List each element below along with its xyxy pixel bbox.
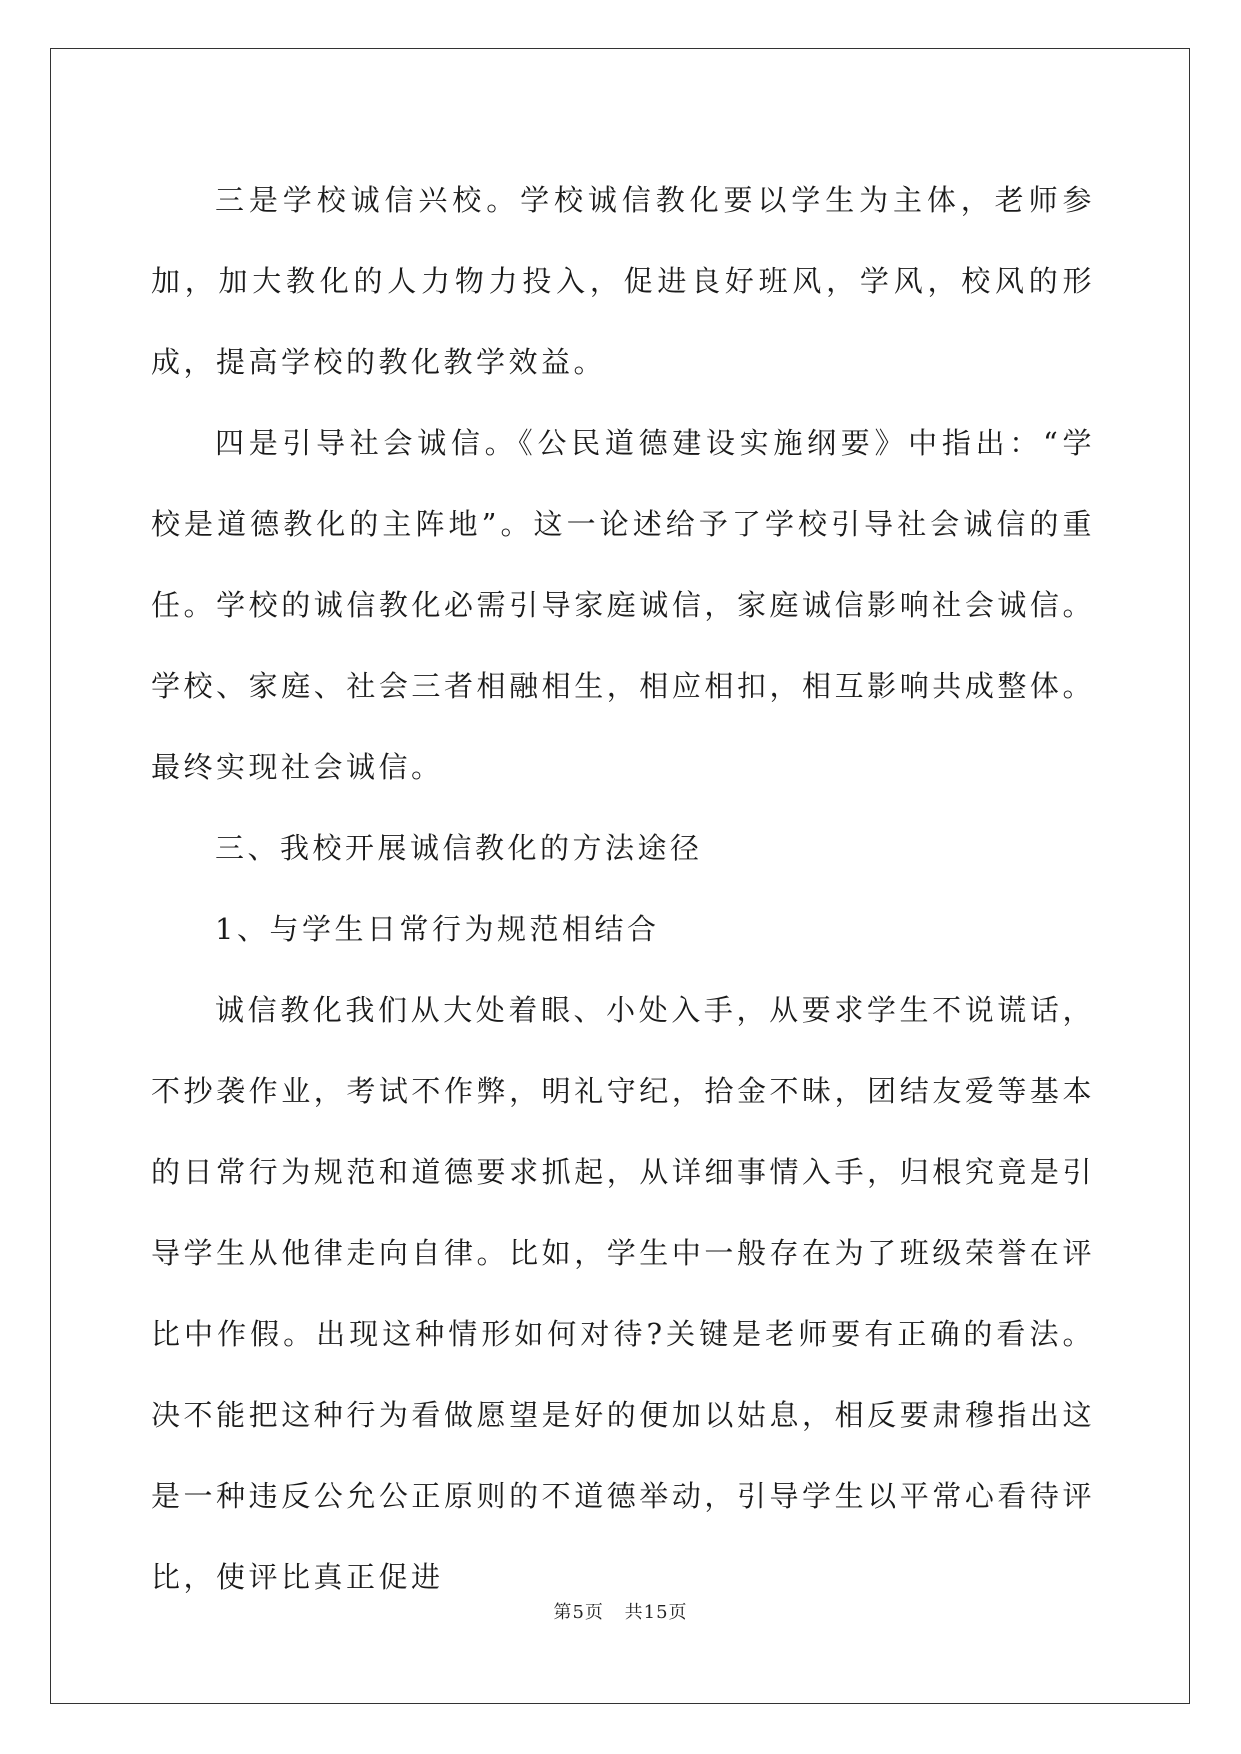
- paragraph-guide-society: 四是引导社会诚信。《公民道德建设实施纲要》中指出：“学校是道德教化的主阵地”。这一论述给予了学校引导社会诚信的重任。学校的诚信教化必需引导家庭诚信，家庭诚信影响社会诚信。学校、家庭、社会三者相融相生，相应相扣，相互影响共成整体。最终实现社会诚信。: [151, 426, 1095, 784]
- page-footer: [0, 1598, 1241, 1624]
- page-number: 第5页: [553, 1602, 604, 1623]
- paragraph-daily-behavior: 诚信教化我们从大处着眼、小处入手，从要求学生不说谎话，不抄袭作业，考试不作弊，明礼守纪，拾金不昧，团结友爱等基本的日常行为规范和道德要求抓起，从详细事情入手，归根究竟是引导学生从他律走向自律。比如，学生中一般存在为了班级荣誉在评比中作假。出现这种情形如何对待?关键是老师要有正确的看法。决不能把这种行为看做愿望是好的便加以姑息，相反要肃穆指出这是一种违反公允公正原则的不道德举动，引导学生以平常心看待评比，使评比真正促进: [151, 993, 1095, 1594]
- paragraph-school-integrity: 三是学校诚信兴校。学校诚信教化要以学生为主体，老师参加，加大教化的人力物力投入，促进良好班风，学风，校风的形成，提高学校的教化教学效益。: [151, 183, 1095, 379]
- subheading-daily-behavior: 1、与学生日常行为规范相结合: [215, 912, 660, 946]
- section-heading-methods: 三、我校开展诚信教化的方法途径: [215, 831, 703, 865]
- document-body: [151, 160, 1095, 1618]
- page-total: 共15页: [624, 1602, 688, 1623]
